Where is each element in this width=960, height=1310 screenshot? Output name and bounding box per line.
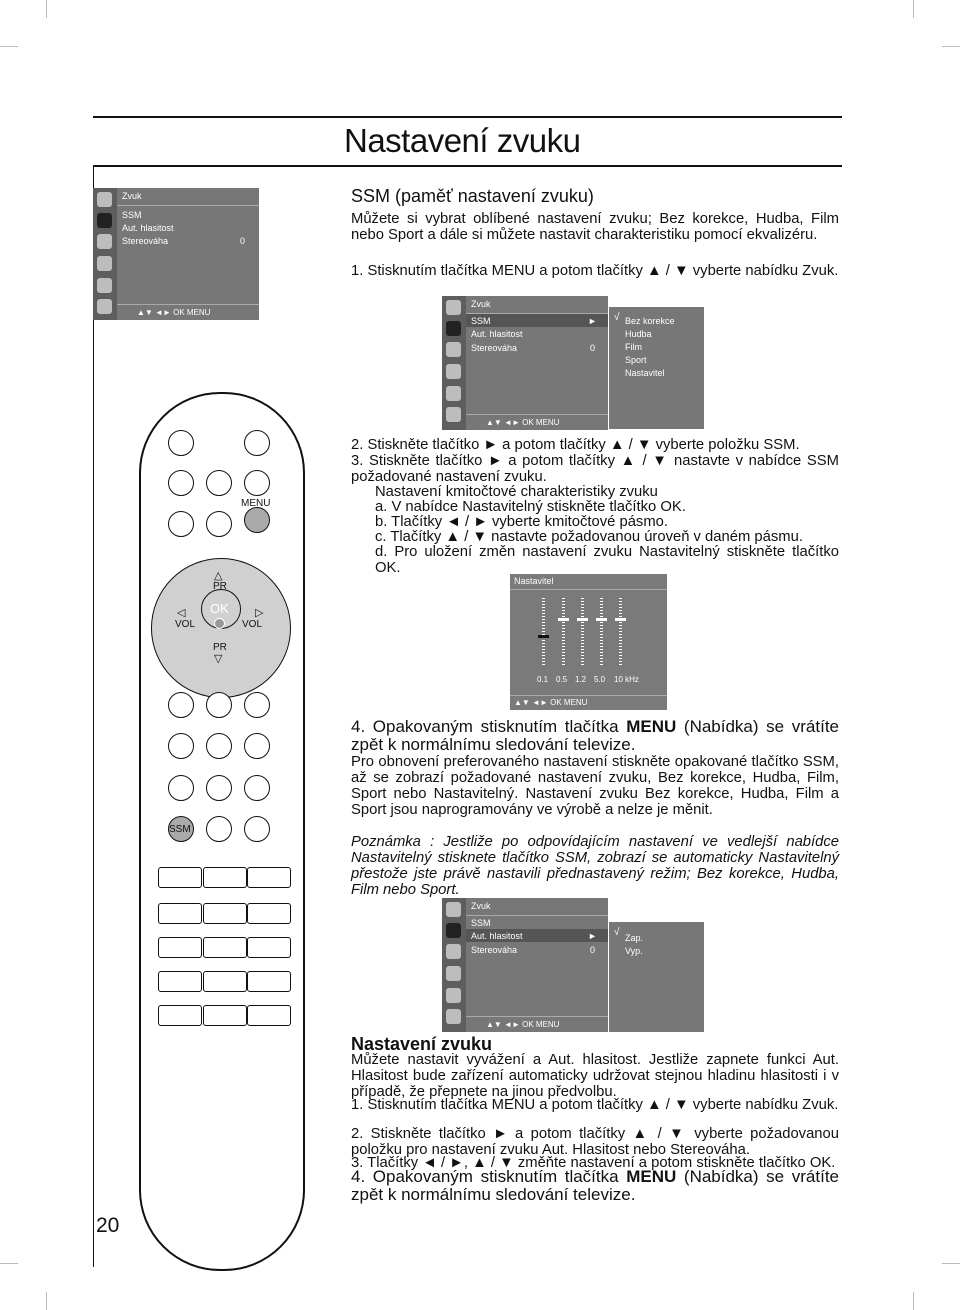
remote-button[interactable] <box>203 867 247 888</box>
crop-mark <box>0 1263 18 1264</box>
sound-step-3: 3. Tlačítky ◄ / ►, ▲ / ▼ změňte nastavení a potom stiskněte tlačítko OK. <box>351 1155 836 1171</box>
pr-down-arrow-icon[interactable]: ▽ <box>214 653 223 665</box>
ssm-step-3c: c. Tlačítky ▲ / ▼ nastavte požadovanou úroveň v daném pásmu. <box>375 529 803 545</box>
osd-sidebar <box>442 296 466 430</box>
osd-ssm-menu <box>442 296 608 430</box>
submenu-item: Film <box>625 342 642 352</box>
osd-side-icon <box>97 192 112 207</box>
osd-side-icon <box>446 923 461 938</box>
remote-button[interactable] <box>158 903 202 924</box>
osd-side-icon <box>446 988 461 1003</box>
remote-button[interactable] <box>203 937 247 958</box>
remote-button[interactable] <box>247 937 291 958</box>
osd-side-icon <box>97 234 112 249</box>
osd-balance-value: 0 <box>240 236 246 246</box>
remote-button[interactable] <box>247 903 291 924</box>
submenu-item: Bez korekce <box>625 316 675 326</box>
osd-item-ssm: SSM <box>471 316 491 326</box>
sound-step-4-post: (Nabídka) se vrátíte zpět k normálnímu sledování televize. <box>351 1167 839 1204</box>
eq-slider-track[interactable] <box>562 598 565 666</box>
osd-side-icon <box>97 278 112 293</box>
ssm-step-4 <box>351 718 839 754</box>
osd-item-auto-volume: Aut. hlasitost <box>471 931 523 941</box>
sound-intro: Můžete nastavit vyvážení a Aut. hlasitost. Jestliže zapnete funkci Aut. Hlasitost bude zařízení automaticky udržovat stejnou hladinu hlasitosti i v případě, že přepnete na jinou předvolbu. <box>351 1052 839 1100</box>
power-button[interactable] <box>168 430 194 456</box>
osd-item-ssm: SSM <box>122 210 142 220</box>
osd-side-icon <box>97 299 112 314</box>
menu-label: MENU <box>241 498 271 509</box>
ssm-step-3: 3. Stiskněte tlačítko ► a potom tlačítky ▲ / ▼ nastavte v nabídce SSM požadované nastavení zvuku. <box>351 453 839 485</box>
check-icon: √ <box>614 927 620 938</box>
sound-step-4-pre: 4. Opakovaným stisknutím tlačítka <box>351 1167 627 1186</box>
remote-button[interactable] <box>158 1005 202 1026</box>
crop-mark <box>46 0 47 18</box>
crop-mark <box>942 46 960 47</box>
submenu-item: Zap. <box>625 933 644 943</box>
remote-button[interactable] <box>247 867 291 888</box>
ssm-note: Poznámka : Jestliže po odpovídajícím nastavení ve vedlejší nabídce Nastavitelný stisknete tlačítko SSM, zobrazí se automaticky Nastavitelný přestože jste právě nastavili přednastavený režim; Bez korekce, Hudba, Film nebo Sport. <box>351 834 839 898</box>
osd-arrow: ► <box>588 316 597 326</box>
remote-button[interactable] <box>244 470 270 496</box>
crop-mark <box>942 1263 960 1264</box>
ssm-restore-text: Pro obnovení preferovaného nastavení stiskněte opakované tlačítko SSM, až se zobrazí požadované nastavení zvuku, Bez korekce, Hudba, Film, Sport nebo Nastavitelný. Nastavení zvuku Bez korekce, Hudba, Film a Sport jsou naprogramovány ve výrobě a nelze je měnit. <box>351 754 839 818</box>
osd-item-balance: Stereováha <box>471 945 518 955</box>
sound-step-4 <box>351 1168 839 1204</box>
ssm-step-4-menu: MENU <box>626 717 677 736</box>
ok-label: OK <box>210 601 229 616</box>
ssm-step-1: 1. Stisknutím tlačítka MENU a potom tlačítky ▲ / ▼ vyberte nabídku Zvuk. <box>351 263 839 279</box>
osd-side-icon <box>446 300 461 315</box>
osd-footer: ▲▼ ◄► OK MENU <box>466 414 608 430</box>
sound-step-1: 1. Stisknutím tlačítka MENU a potom tlačítky ▲ / ▼ vyberte nabídku Zvuk. <box>351 1097 839 1113</box>
menu-button[interactable] <box>244 507 270 533</box>
crop-mark <box>46 1292 47 1310</box>
osd-side-icon <box>97 213 112 228</box>
remote-button[interactable] <box>158 971 202 992</box>
submenu-item: Sport <box>625 355 647 365</box>
eq-slider-track[interactable] <box>600 598 603 666</box>
osd-ssm-submenu <box>609 307 704 429</box>
eq-slider-track[interactable] <box>619 598 622 666</box>
freq-label: 10 kHz <box>614 675 639 684</box>
osd-side-icon <box>446 944 461 959</box>
ssm-intro: Můžete si vybrat oblíbené nastavení zvuku; Bez korekce, Hudba, Film nebo Sport a dále si můžete nastavit charakteristiku pomocí ekvalizéru. <box>351 211 839 243</box>
osd-side-icon <box>446 966 461 981</box>
osd-footer: ▲▼ ◄► OK MENU <box>510 695 667 710</box>
eq-slider-track[interactable] <box>581 598 584 666</box>
vol-left-label: VOL <box>175 619 196 630</box>
freq-label: 1.2 <box>575 675 587 684</box>
osd-side-icon <box>97 256 112 271</box>
osd-side-icon <box>446 1009 461 1024</box>
freq-label: 0.5 <box>556 675 568 684</box>
remote-button[interactable] <box>203 1005 247 1026</box>
ssm-step-3-sub: Nastavení kmitočtové charakteristiky zvuku <box>375 484 658 500</box>
remote-button[interactable] <box>244 692 270 718</box>
eq-slider-track[interactable] <box>542 598 545 666</box>
remote-button[interactable] <box>247 971 291 992</box>
sound-step-4-menu: MENU <box>626 1167 677 1186</box>
osd-side-icon <box>446 364 461 379</box>
osd-equalizer <box>510 574 667 710</box>
remote-button[interactable] <box>168 692 194 718</box>
submenu-item: Nastavitel <box>625 368 665 378</box>
osd-side-icon <box>446 407 461 422</box>
left-rule <box>93 167 94 1267</box>
remote-button[interactable] <box>206 692 232 718</box>
osd-header: Nastavitel <box>510 574 667 590</box>
osd-side-icon <box>446 342 461 357</box>
osd-item-auto-volume: Aut. hlasitost <box>122 223 174 233</box>
title-rule <box>93 165 842 167</box>
osd-header: Zvuk <box>466 898 608 916</box>
osd-side-icon <box>446 902 461 917</box>
osd-item-balance: Stereováha <box>122 236 169 246</box>
top-rule <box>93 116 842 118</box>
osd-side-icon <box>446 386 461 401</box>
freq-label: 5.0 <box>594 675 606 684</box>
eq-slider-knob[interactable] <box>558 618 569 621</box>
submenu-item: Hudba <box>625 329 652 339</box>
remote-button[interactable] <box>168 511 194 537</box>
remote-button[interactable] <box>168 775 194 801</box>
vol-right-arrow-icon[interactable]: ▷ <box>255 607 264 619</box>
crop-mark <box>913 1292 914 1310</box>
sound-step-2: 2. Stiskněte tlačítko ► a potom tlačítky ▲ / ▼ vyberte požadovanou položku pro nastavení zvuku Aut. Hlasitost nebo Stereováha. <box>351 1126 839 1158</box>
remote-control <box>139 392 305 1271</box>
ssm-step-3d: d. Pro uložení změn nastavení zvuku Nastavitelný stiskněte tlačítko OK. <box>375 544 839 576</box>
osd-sidebar <box>93 188 117 320</box>
osd-balance-value: 0 <box>590 343 596 353</box>
crop-mark <box>913 0 914 18</box>
remote-button[interactable] <box>168 733 194 759</box>
osd-header: Zvuk <box>117 188 259 206</box>
osd-header: Zvuk <box>466 296 608 314</box>
osd-auto-volume-menu <box>442 898 608 1032</box>
osd-side-icon <box>446 321 461 336</box>
pr-down-label: PR <box>213 642 227 653</box>
check-icon: √ <box>614 312 620 323</box>
ssm-step-4-post: (Nabídka) se vrátíte zpět k normálnímu sledování televize. <box>351 717 839 754</box>
osd-footer: ▲▼ ◄► OK MENU <box>117 304 259 320</box>
ssm-heading: SSM (paměť nastavení zvuku) <box>351 186 594 206</box>
sound-heading: Nastavení zvuku <box>351 1034 493 1054</box>
page-number: 20 <box>96 1214 120 1237</box>
remote-button[interactable] <box>168 470 194 496</box>
remote-button[interactable] <box>244 775 270 801</box>
osd-item-balance: Stereováha <box>471 343 518 353</box>
ssm-step-4-pre: 4. Opakovaným stisknutím tlačítka <box>351 717 627 736</box>
crop-mark <box>0 46 18 47</box>
eq-slider-knob[interactable] <box>577 618 588 621</box>
equalizer-sliders <box>510 592 667 662</box>
osd-auto-volume-submenu <box>609 922 704 1032</box>
remote-button[interactable] <box>158 937 202 958</box>
ok-center-icon <box>214 618 225 629</box>
remote-button[interactable] <box>203 903 247 924</box>
osd-sidebar <box>442 898 466 1032</box>
freq-label: 0.1 <box>537 675 549 684</box>
remote-button[interactable] <box>203 971 247 992</box>
remote-button[interactable] <box>247 1005 291 1026</box>
remote-button[interactable] <box>244 816 270 842</box>
ssm-step-3a: a. V nabídce Nastavitelný stiskněte tlačítko OK. <box>375 499 686 515</box>
eq-slider-knob[interactable] <box>596 618 607 621</box>
remote-button[interactable] <box>244 733 270 759</box>
pr-up-arrow-icon[interactable]: △ <box>214 570 223 582</box>
osd-item-ssm: SSM <box>471 918 491 928</box>
osd-footer: ▲▼ ◄► OK MENU <box>466 1016 608 1032</box>
osd-sound-menu <box>93 188 259 320</box>
submenu-item: Vyp. <box>625 946 643 956</box>
osd-item-auto-volume: Aut. hlasitost <box>471 329 523 339</box>
osd-balance-value: 0 <box>590 945 596 955</box>
remote-button[interactable] <box>206 511 232 537</box>
eq-slider-knob[interactable] <box>615 618 626 621</box>
page-title: Nastavení zvuku <box>344 122 581 159</box>
ssm-label: SSM <box>169 824 191 835</box>
vol-right-label: VOL <box>242 619 263 630</box>
ssm-step-2: 2. Stiskněte tlačítko ► a potom tlačítky ▲ / ▼ vyberte položku SSM. <box>351 437 800 453</box>
osd-arrow: ► <box>588 931 597 941</box>
remote-button[interactable] <box>206 733 232 759</box>
remote-button[interactable] <box>206 816 232 842</box>
remote-button[interactable] <box>206 775 232 801</box>
vol-left-arrow-icon[interactable]: ◁ <box>177 607 186 619</box>
eq-slider-knob[interactable] <box>538 635 549 638</box>
pr-up-label: PR <box>213 581 227 592</box>
remote-button[interactable] <box>158 867 202 888</box>
remote-button[interactable] <box>206 470 232 496</box>
ssm-step-3b: b. Tlačítky ◄ / ► vyberte kmitočtové pásmo. <box>375 514 668 530</box>
mute-button[interactable] <box>244 430 270 456</box>
